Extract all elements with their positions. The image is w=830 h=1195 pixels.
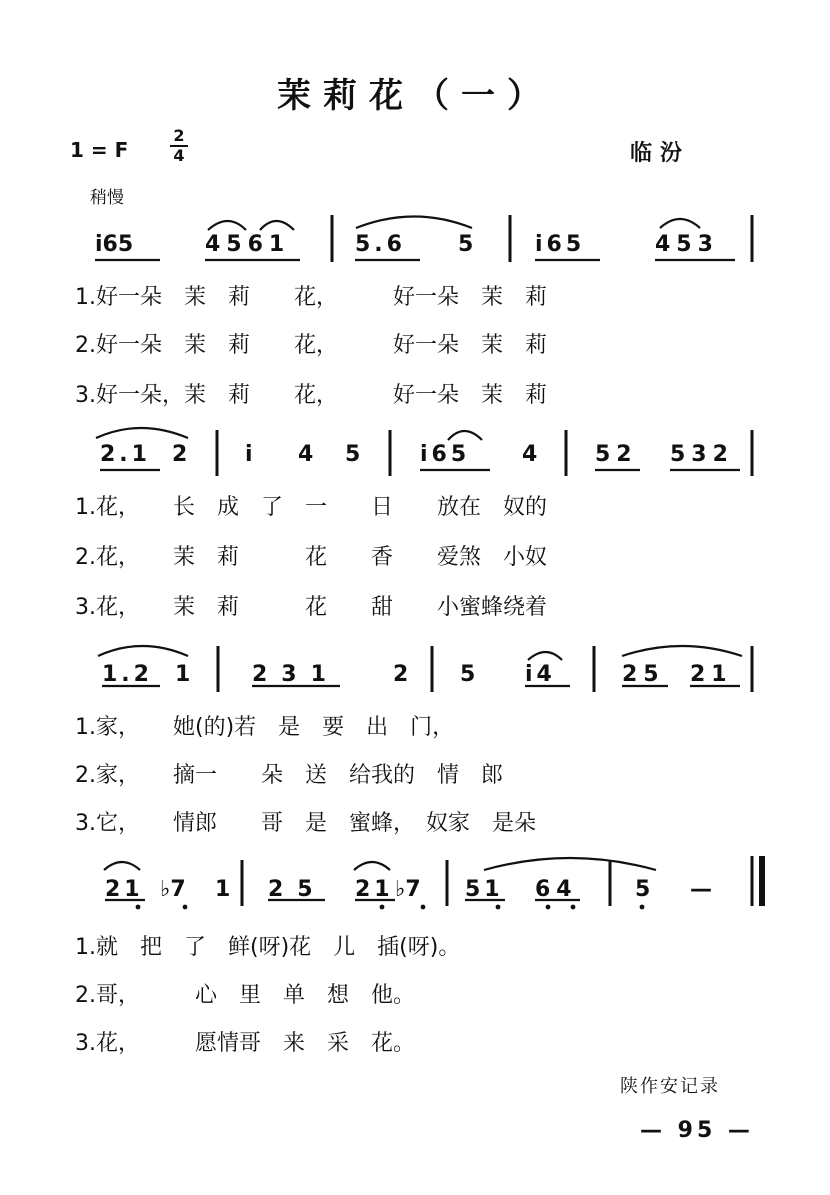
lyric-s1-v3: 3.好一朵，茉 莉 花， 好一朵 茉 莉 xyxy=(75,383,547,408)
lyric-s1-v2: 2.好一朵 茉 莉 花， 好一朵 茉 莉 xyxy=(75,333,547,358)
notes-s2-m3a: i65 xyxy=(420,442,471,467)
slur xyxy=(528,652,562,660)
notes-s4-m1c: 1 xyxy=(215,877,231,902)
notes-s3-m3b: i4 xyxy=(525,662,556,687)
song-region: 临汾 xyxy=(630,141,691,166)
slur xyxy=(622,646,742,656)
notes-s2-m2c: 5 xyxy=(345,442,361,467)
lyric-s4-v3: 3.花， 愿情哥 来 采 花。 xyxy=(75,1031,415,1056)
notes-s4-m2b: 21 xyxy=(355,877,394,902)
meter-top: 2 xyxy=(173,126,185,145)
notes-s4-m1b: ♭7 xyxy=(160,877,186,902)
notes-s1-m3a: i65 xyxy=(535,232,586,257)
notes-s4-m3a: 51 xyxy=(465,877,504,902)
slur xyxy=(96,428,188,438)
slur xyxy=(484,858,656,870)
notes-s3-m4b: 21 xyxy=(690,662,733,687)
lyric-s2-v3: 3.花， 茉 莉 花 甜 小蜜蜂绕着 xyxy=(75,595,547,620)
notes-s1-m2a: 5.6 xyxy=(355,232,406,257)
lyric-s2-v2: 2.花， 茉 莉 花 香 爱煞 小奴 xyxy=(75,545,547,570)
lyric-s1-v1: 1.好一朵 茉 莉 花， 好一朵 茉 莉 xyxy=(75,285,547,310)
notes-s4-m3b: 64 xyxy=(535,877,578,902)
lyric-s2-v1: 1.花， 长 成 了 一 日 放在 奴的 xyxy=(75,495,547,520)
notes-s4-m2c: ♭7 xyxy=(395,877,421,902)
notes-s3-m3a: 5 xyxy=(460,662,476,687)
lyric-s3-v1: 1.家， 她(的)若 是 要 出 门， xyxy=(75,715,455,740)
octave-dot xyxy=(640,905,645,910)
transcription-credit: 陕作安记录 xyxy=(620,1076,720,1097)
slur xyxy=(356,217,472,229)
slur xyxy=(660,219,700,228)
octave-dot xyxy=(496,905,501,910)
octave-dot xyxy=(546,905,551,910)
notes-s1-m3b: 453 xyxy=(655,232,719,257)
notes-s1-m2b: 5 xyxy=(458,232,474,257)
slur xyxy=(208,221,246,230)
lyric-s4-v2: 2.哥， 心 里 单 想 他。 xyxy=(75,983,415,1008)
notes-s3-m1b: 1 xyxy=(175,662,191,687)
notes-s4-m4b: — xyxy=(690,877,712,902)
notes-s2-m4b: 532 xyxy=(670,442,734,467)
notes-s2-m1b: 2 xyxy=(172,442,188,467)
octave-dot xyxy=(136,905,141,910)
notes-s3-m4a: 25 xyxy=(622,662,665,687)
notes-s3-m2b: 2 xyxy=(393,662,409,687)
notes-s4-m1a: 21 xyxy=(105,877,144,902)
notes-s2-m2a: i xyxy=(245,442,253,467)
octave-dot xyxy=(380,905,385,910)
notes-s3-m2a: 231 xyxy=(252,662,340,687)
meter-bottom: 4 xyxy=(173,146,185,165)
slur xyxy=(98,646,188,656)
notes-s1-m1a: i65 xyxy=(95,232,134,257)
notes-s2-m4a: 52 xyxy=(595,442,638,467)
key-signature: 1 = F xyxy=(70,138,129,162)
slur xyxy=(448,431,482,440)
octave-dot xyxy=(421,905,426,910)
lyric-s3-v3: 3.它， 情郎 哥 是 蜜蜂， 奴家 是朵 xyxy=(75,811,536,836)
lyric-s3-v2: 2.家， 摘一 朵 送 给我的 情 郎 xyxy=(75,763,503,788)
slur xyxy=(104,862,140,870)
octave-dot xyxy=(571,905,576,910)
slur xyxy=(260,221,294,230)
notes-s2-m1a: 2.1 xyxy=(100,442,151,467)
lyric-s4-v1: 1.就 把 了 鲜(呀)花 儿 插(呀)。 xyxy=(75,935,461,960)
page-number: — 95 — xyxy=(640,1118,754,1143)
page-title: 茉莉花（一） xyxy=(277,76,553,116)
notes-s4-m4a: 5 xyxy=(635,877,651,902)
notes-s4-m2a: 25 xyxy=(268,877,327,902)
slur xyxy=(354,862,390,870)
notes-s1-m1b: 4561 xyxy=(205,232,291,257)
notes-s2-m3b: 4 xyxy=(522,442,538,467)
octave-dot xyxy=(183,905,188,910)
tempo-marking: 稍慢 xyxy=(90,188,124,208)
notes-s3-m1a: 1.2 xyxy=(102,662,153,687)
notes-s2-m2b: 4 xyxy=(298,442,314,467)
